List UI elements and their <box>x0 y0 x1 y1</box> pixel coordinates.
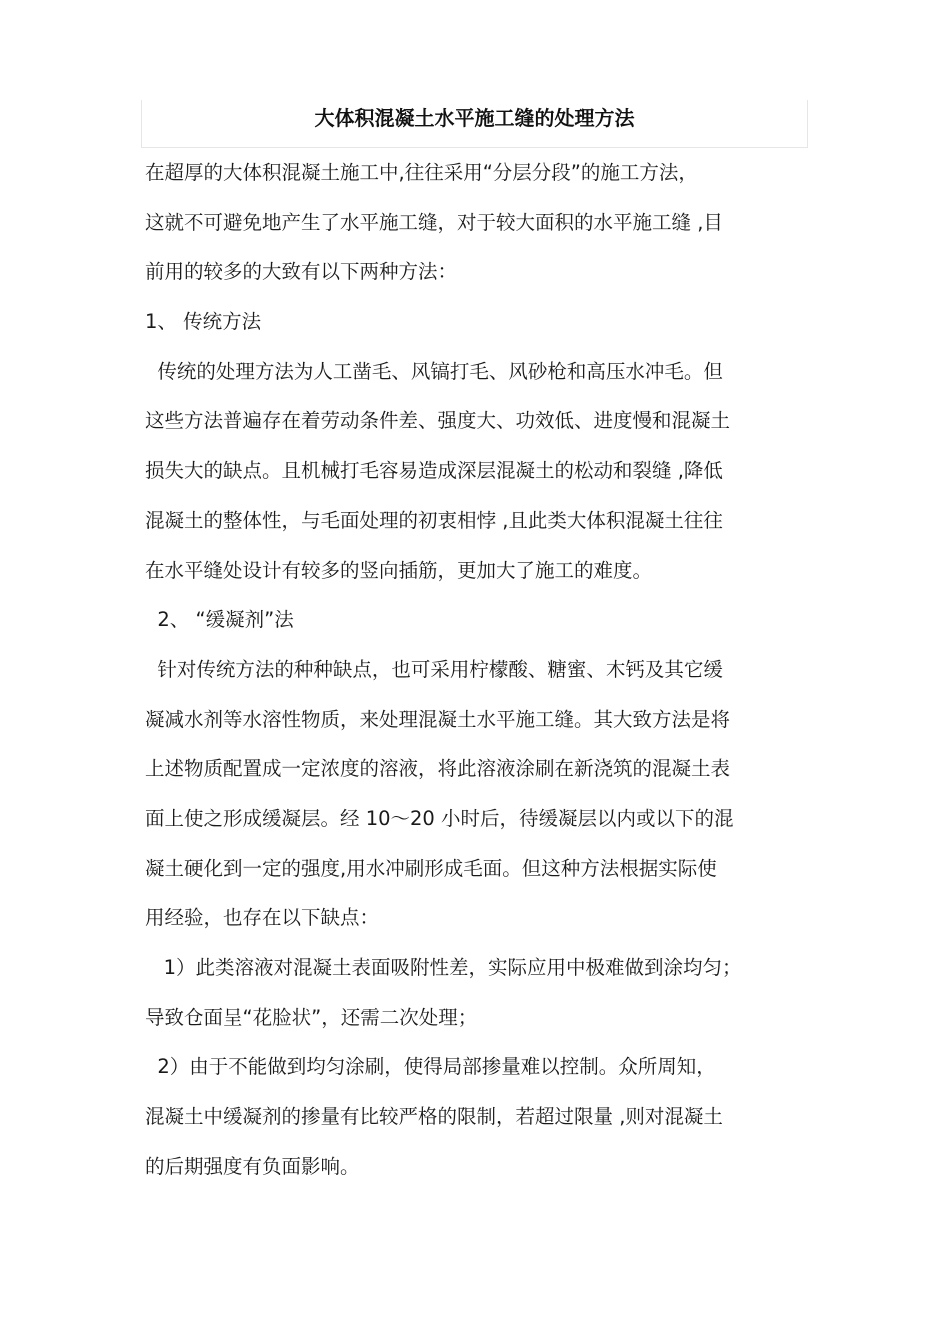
list-item-line: 1）此类溶液对混凝土表面吸附性差，实际应用中极难做到涂均匀； <box>145 956 742 979</box>
title-frame <box>141 100 808 148</box>
document-title: 大体积混凝土水平施工缝的处理方法 <box>314 106 635 130</box>
paragraph-line: 这些方法普遍存在着劳动条件差、强度大、功效低、进度慢和混凝土 <box>145 409 731 433</box>
list-item-line: 的后期强度有负面影响。 <box>145 1154 360 1178</box>
document-body <box>145 148 825 1191</box>
paragraph-line: 凝土硬化到一定的强度,用水冲刷形成毛面。但这种方法根据实际使 <box>145 856 717 880</box>
paragraph-line: 在超厚的大体积混凝土施工中,往往采用“分层分段”的施工方法， <box>145 161 698 184</box>
section-heading: 2、 “缓凝剂”法 <box>145 608 294 632</box>
list-item-line: 混凝土中缓凝剂的掺量有比较严格的限制，若超过限量 ,则对混凝土 <box>145 1105 723 1129</box>
paragraph-line: 面上使之形成缓凝层。经 10～20 小时后，待缓凝层以内或以下的混 <box>145 806 734 830</box>
list-item-line: 2）由于不能做到均匀涂刷，使得局部掺量难以控制。众所周知， <box>145 1055 716 1079</box>
paragraph-line: 在水平缝处设计有较多的竖向插筋，更加大了施工的难度。 <box>145 558 653 582</box>
section-heading: 1、 传统方法 <box>145 310 262 334</box>
paragraph-line: 这就不可避免地产生了水平施工缝，对于较大面积的水平施工缝 ,目 <box>145 210 723 234</box>
paragraph-line: 混凝土的整体性，与毛面处理的初衷相悖 ,且此类大体积混凝土往往 <box>145 508 723 532</box>
paragraph-line: 传统的处理方法为人工凿毛、风镐打毛、风砂枪和高压水冲毛。但 <box>145 359 723 383</box>
list-item-line: 导致仓面呈“花脸状”，还需二次处理； <box>145 1005 478 1029</box>
paragraph-line: 上述物质配置成一定浓度的溶液，将此溶液涂刷在新浇筑的混凝土表 <box>145 757 731 781</box>
paragraph-line: 损失大的缺点。且机械打毛容易造成深层混凝土的松动和裂缝 ,降低 <box>145 459 723 483</box>
paragraph-line: 针对传统方法的种种缺点，也可采用柠檬酸、糖蜜、木钙及其它缓 <box>145 657 723 681</box>
paragraph-line: 凝减水剂等水溶性物质，来处理混凝土水平施工缝。其大致方法是将 <box>145 707 731 731</box>
paragraph-line: 用经验，也存在以下缺点： <box>145 906 380 930</box>
paragraph-line: 前用的较多的大致有以下两种方法： <box>145 260 458 284</box>
